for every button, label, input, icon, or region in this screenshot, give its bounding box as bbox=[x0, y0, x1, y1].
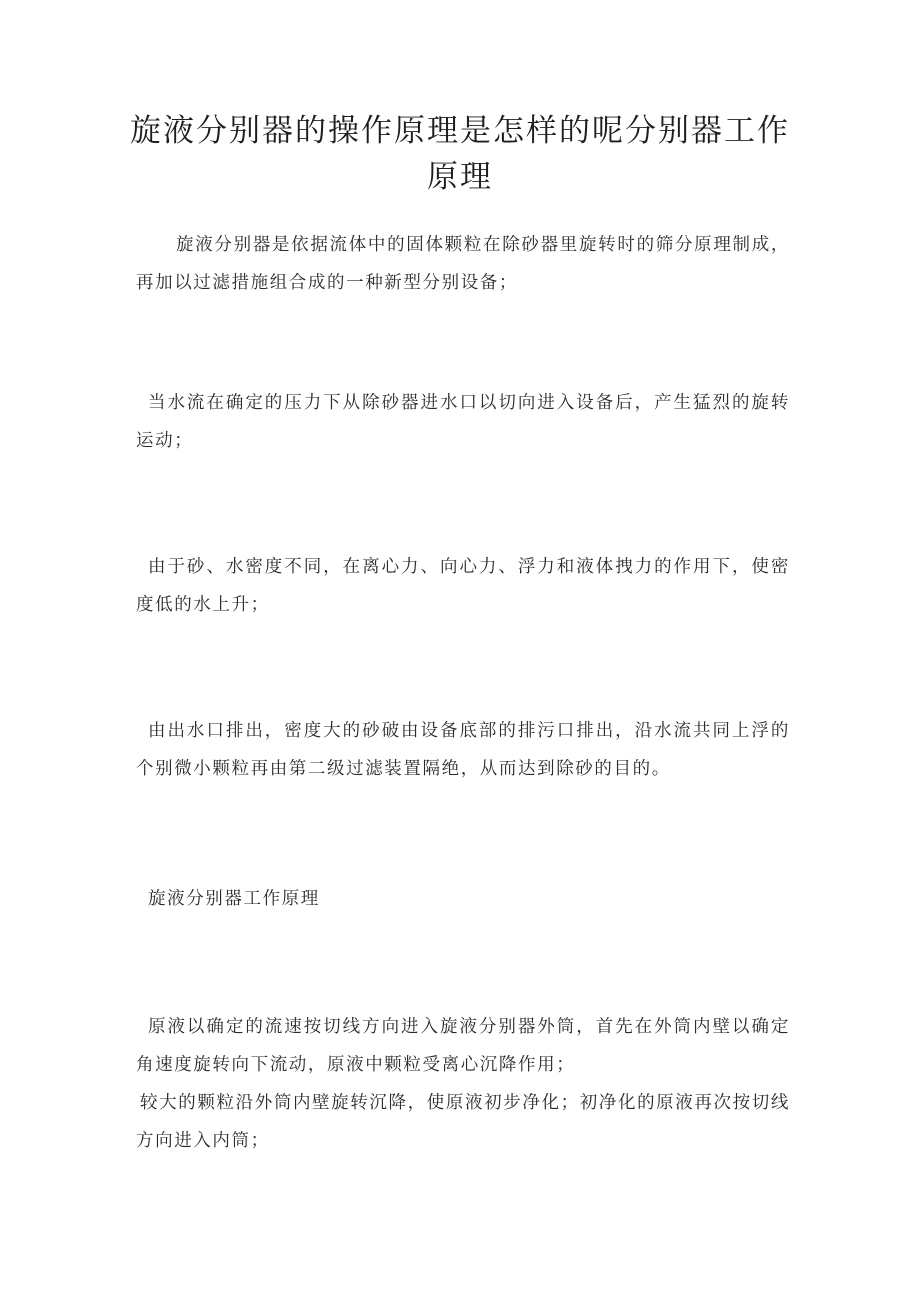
paragraph-density: 由于砂、水密度不同，在离心力、向心力、浮力和液体拽力的作用下，使密度低的水上升； bbox=[136, 557, 790, 615]
section-heading-working-principle: 旋液分别器工作原理 bbox=[148, 889, 320, 909]
paragraph-inner-cylinder: 较大的颗粒沿外筒内壁旋转沉降，使原液初步净化；初净化的原液再次按切线方向进入内筒； bbox=[136, 1093, 790, 1151]
paragraph-water-inlet: 当水流在确定的压力下从除砂器进水口以切向进入设备后，产生猛烈的旋转运动； bbox=[136, 393, 790, 451]
paragraph-intro: 旋液分别器是依据流体中的固体颗粒在除砂器里旋转时的筛分原理制成，再加以过滤措施组合成的一种新型分别设备； bbox=[136, 235, 790, 293]
paragraph-discharge: 由出水口排出，密度大的砂破由设备底部的排污口排出，沿水流共同上浮的个别微小颗粒再由第二级过滤装置隔绝，从而达到除砂的目的。 bbox=[136, 721, 790, 779]
paragraph-outer-cylinder: 原液以确定的流速按切线方向进入旋液分别器外筒，首先在外筒内壁以确定角速度旋转向下流动，原液中颗粒受离心沉降作用； bbox=[136, 1017, 790, 1075]
document-title: 旋液分别器的操作原理是怎样的呢分别器工作原理 bbox=[130, 113, 790, 195]
